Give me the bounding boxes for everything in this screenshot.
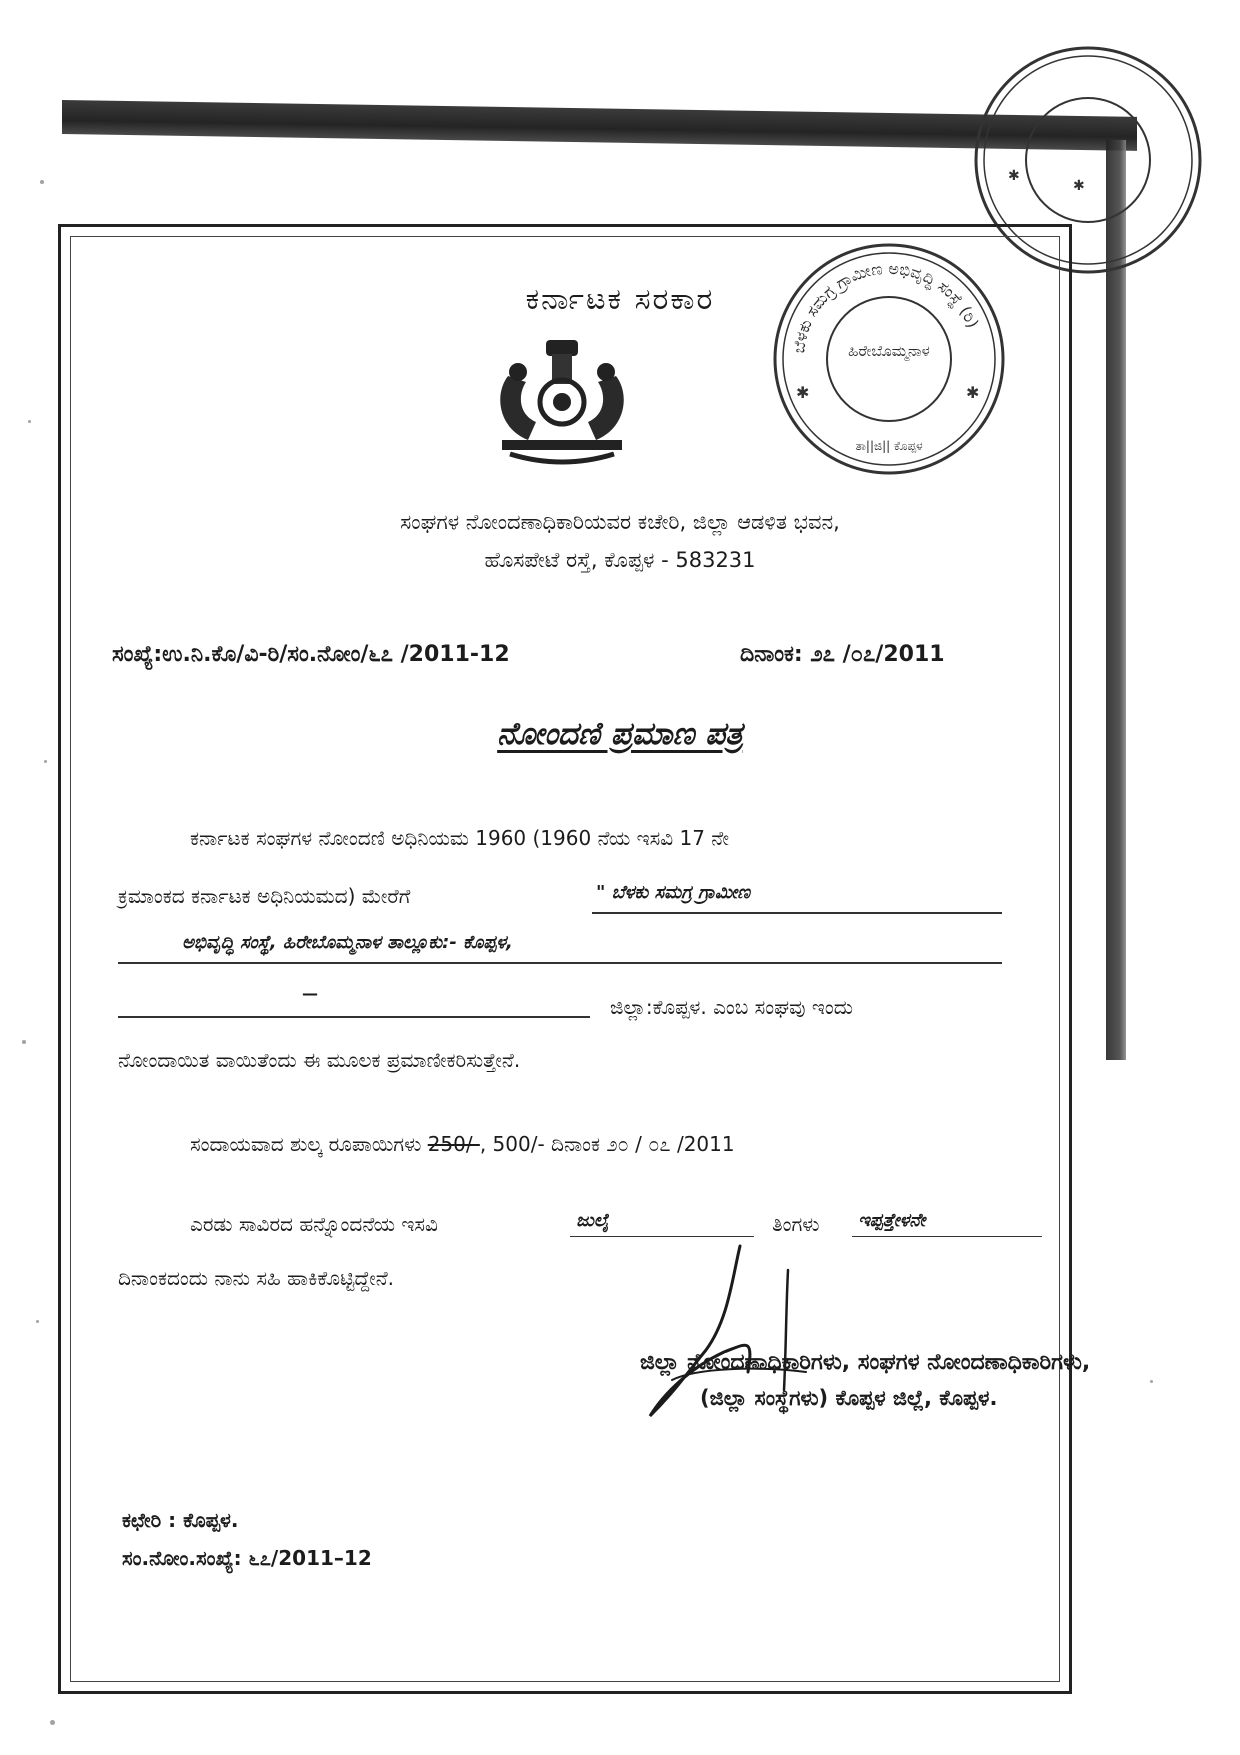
- seal-center-text: ಹಿರೇಬೊಮ್ಮನಾಳ: [848, 342, 930, 360]
- month-fill: ಜುಲೈ: [576, 1210, 610, 1231]
- year-phrase: ಎರಡು ಸಾವಿರದ ಹನ್ನೊಂದನೆಯ ಇಸವಿ: [190, 1212, 438, 1236]
- government-heading: ಕರ್ನಾಟಕ ಸರಕಾರ: [525, 282, 715, 317]
- signatory-title-1: ಜಿಲ್ಲಾ ನೋಂದಣಾಧಿಕಾರಿಗಳು, ಸಂಘಗಳ ನೋಂದಣಾಧಿಕಾರಿಗಳು,: [640, 1350, 1091, 1375]
- fee-label: ಸಂದಾಯವಾದ ಶುಲ್ಕ ರೂಪಾಯಿಗಳು: [190, 1132, 422, 1156]
- fee-struck-amount: 250/-: [427, 1132, 480, 1156]
- body-line-1: ಕರ್ನಾಟಕ ಸಂಘಗಳ ನೋಂದಣಿ ಅಧಿನಿಯಮ 1960 (1960 ನೆಯ ಇಸವಿ 17 ನೇ: [190, 826, 729, 850]
- certificate-date: ದಿನಾಂಕ: ೨೭ /೦೭/2011: [740, 642, 945, 667]
- society-name-fill-3: —: [302, 984, 318, 1003]
- office-address-line2: ಹೊಸಪೇಟೆ ರಸ್ತೆ, ಕೊಪ್ಪಳ - 583231: [484, 548, 756, 572]
- fill-rule-day: [852, 1236, 1042, 1237]
- body-line-4: ನೋಂದಾಯಿತ ವಾಯಿತೆಂದು ಈ ಮೂಲಕ ಪ್ರಮಾಣೀಕರಿಸುತ್ತೇನೆ.: [118, 1048, 521, 1072]
- society-name-fill-1: " ಬೆಳಕು ಸಮಗ್ರ ಗ್ರಾಮೀಣ: [596, 882, 750, 903]
- month-word: ತಿಂಗಳು: [772, 1212, 820, 1236]
- svg-text:✱: ✱: [1073, 178, 1085, 194]
- society-name-fill-2: ಅಭಿವೃದ್ಧಿ ಸಂಸ್ಥೆ, ಹಿರೇಬೊಮ್ಮನಾಳ ತಾಲ್ಲೂಕು:- ಕೊಪ್ಪಳ,: [182, 932, 513, 953]
- signatory-title-2: (ಜಿಲ್ಲಾ ಸಂಸ್ಥೆಗಳು) ಕೊಪ್ಪಳ ಜಿಲ್ಲೆ, ಕೊಪ್ಪಳ.: [700, 1386, 998, 1410]
- day-fill: ಇಪ್ಪತ್ತೇಳನೇ: [858, 1210, 926, 1231]
- state-emblem-icon: [488, 336, 636, 468]
- footer-registration-number: ಸಂ.ನೋಂ.ಸಂಖ್ಯೆ: ೬೭/2011–12: [122, 1546, 372, 1570]
- fee-line: [190, 1132, 735, 1156]
- fill-rule-2: [118, 962, 1002, 964]
- svg-text:✱: ✱: [1008, 168, 1020, 184]
- fill-rule-1: [592, 912, 1002, 914]
- body-line-3: ಜಿಲ್ಲಾ:ಕೊಪ್ಪಳ. ಎಂಬ ಸಂಘವು ಇಂದು: [610, 995, 853, 1019]
- body-line-2: ಕ್ರಮಾಂಕದ ಕರ್ನಾಟಕ ಅಧಿನಿಯಮದ) ಮೇರೆಗೆ: [118, 884, 411, 908]
- society-seal-icon: [770, 240, 1008, 478]
- svg-text:✱: ✱: [796, 383, 810, 402]
- svg-text:ಬೆಳಕು ಸಮಗ್ರ ಗ್ರಾಮೀಣ ಅಭಿವೃದ್ಧಿ: [789, 259, 982, 354]
- footer-office: ಕಛೇರಿ : ಕೊಪ್ಪಳ.: [122, 1508, 239, 1532]
- office-address-line1: ಸಂಘಗಳ ನೋಂದಣಾಧಿಕಾರಿಯವರ ಕಚೇರಿ, ಜಿಲ್ಲಾ ಆಡಳಿತ ಭವನ,: [400, 510, 840, 534]
- body-line-7: ದಿನಾಂಕದಂದು ನಾನು ಸಹಿ ಹಾಕಿಕೊಟ್ಟಿದ್ದೇನೆ.: [118, 1266, 395, 1290]
- certificate-title: ನೋಂದಣಿ ಪ್ರಮಾಣ ಪತ್ರ: [497, 716, 743, 752]
- seal-ring-text: ಬೆಳಕು ಸಮಗ್ರ ಗ್ರಾಮೀಣ ಅಭಿವೃದ್ಧಿ ಸಂಸ್ಥೆ (ರಿ): [789, 258, 983, 355]
- seal-bottom-text: ತಾ||ಜಿ|| ಕೊಪ್ಪಳ: [855, 439, 923, 453]
- fill-rule-month: [570, 1236, 754, 1237]
- svg-text:✱: ✱: [966, 383, 980, 402]
- fee-amount-date: , 500/- ದಿನಾಂಕ ೨೦ / ೦೭ /2011: [479, 1132, 735, 1156]
- fill-rule-3: [118, 1016, 590, 1018]
- reference-number: ಸಂಖ್ಯೆ:ಉ.ನಿ.ಕೊ/ವಿ-ರಿ/ಸಂ.ನೋಂ/೬೭ /2011-12: [112, 642, 510, 667]
